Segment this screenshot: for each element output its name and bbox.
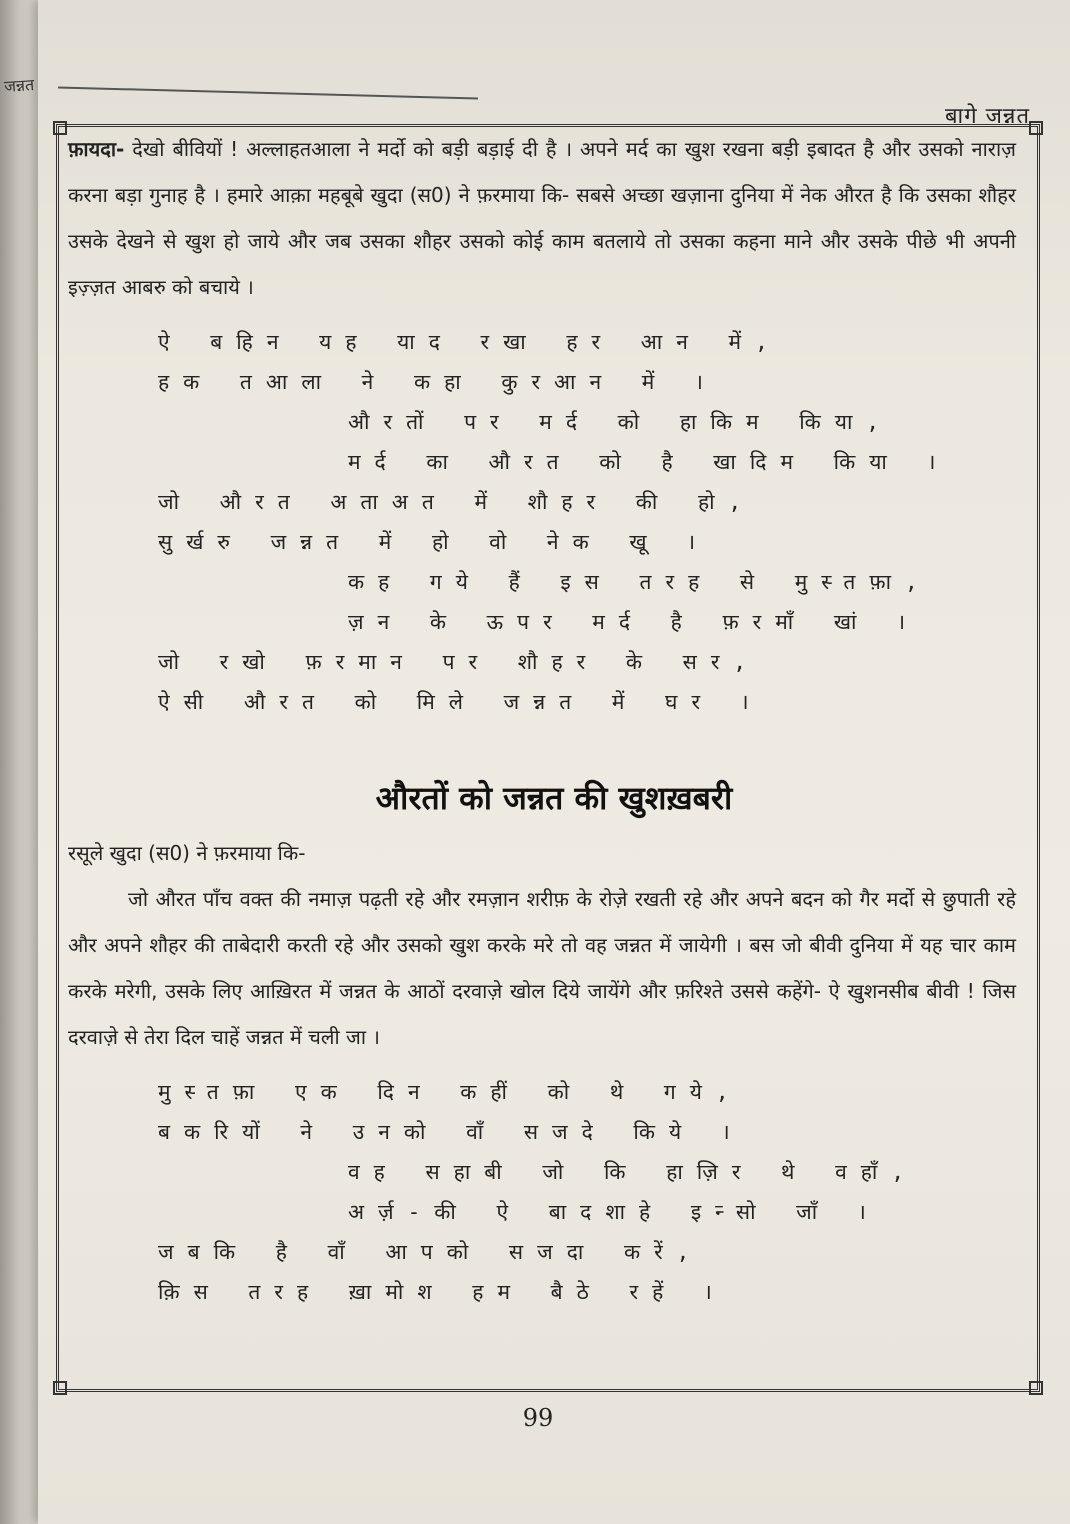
header-rule: [58, 87, 478, 100]
hadith-paragraph: [68, 830, 1016, 1060]
poem-line: वह सहाबी जो कि हाज़िर थे वहाँ,: [348, 1160, 919, 1184]
benefit-label: फ़ायदा-: [68, 137, 125, 161]
frame-corner-ornament: [53, 1381, 67, 1395]
poem-line: कह गये हैं इस तरह से मुस्तफ़ा,: [348, 570, 932, 594]
poem-line: मुस्तफ़ा एक दिन कहीं को थे गये,: [158, 1080, 743, 1104]
book-page: [38, 0, 1070, 1524]
poem-line: जबकि है वाँ आपको सजदा करें,: [158, 1240, 704, 1264]
poem-line: जो रखो फ़रमान पर शौहर के सर,: [158, 650, 761, 674]
hadith-intro: रसूले खुदा (स0) ने फ़रमाया कि-: [68, 841, 306, 865]
frame-corner-ornament: [1029, 121, 1043, 135]
poem-block-1: [158, 322, 950, 722]
poem-line: सुर्खरु जन्नत में हो वो नेक खू ।: [158, 530, 710, 554]
previous-page-running-head: जन्नत: [3, 74, 35, 97]
poem-line: ऐसी औरत को मिले जन्नत में घर ।: [158, 690, 763, 714]
benefit-text: देखो बीवियों ! अल्लाहतआला ने मर्दो को बड़ी बड़ाई दी है । अपने मर्द का खुश रखना बड़ी इबादत है और उसको नाराज़ करना बड़ा गुनाह है । हमारे आक़ा महबूबे खुदा (स0) ने फ़रमाया कि- सबसे अच्छा खज़ाना दुनिया में नेक औरत है कि उसका शौहर उसके देखने से खुश हो जाये और जब उसका शौहर उसको कोई काम बतलाये तो उसका कहना माने और उसके पीछे भी अपनी इज़्ज़त आबरु को बचाये ।: [68, 137, 1016, 299]
poem-line: हक तआला ने कहा कुरआन में ।: [158, 370, 717, 394]
frame-corner-ornament: [1029, 1381, 1043, 1395]
benefit-paragraph: [68, 126, 1016, 310]
poem-line: क़िस तरह ख़ामोश हम बैठे रहें ।: [158, 1280, 726, 1304]
poem-line: मर्द का औरत को है खादिम किया ।: [348, 450, 950, 474]
poem-line: अर्ज़-की ऐ बादशाहे इन्सो जाँ ।: [348, 1200, 880, 1224]
hadith-text: जो औरत पाँच वक्त की नमाज़ पढ़ती रहे और रमज़ान शरीफ़ के रोज़े रखती रहे और अपने बदन को गैर मर्दो से छुपाती रहे और अपने शौहर की ताबेदारी करती रहे और उसको खुश करके मरे तो वह जन्नत में जायेगी । बस जो बीवी दुनिया में यह चार काम करके मरेगी, उसके लिए आख़िरत में जन्नत के आठों दरवाज़े खोल दिये जायेंगे और फ़रिश्ते उससे कहेंगे- ऐ खुशनसीब बीवी ! जिस दरवाज़े से तेरा दिल चाहें जन्नत में चली जा ।: [68, 887, 1016, 1049]
section-heading: औरतों को जन्नत की खुशख़बरी: [375, 779, 733, 817]
frame-corner-ornament: [53, 121, 67, 135]
poem-line: ऐ बहिन यह याद रखा हर आन में,: [158, 330, 782, 354]
poem-line: ज़न के ऊपर मर्द है फ़रमाँ खां ।: [348, 610, 920, 634]
page-number: 99: [522, 1404, 554, 1432]
poem-block-2: [158, 1072, 938, 1312]
poem-line: जो औरत अताअत में शौहर की हो,: [158, 490, 756, 514]
running-head: बागे जन्नत: [944, 104, 1030, 129]
poem-line: बकरियों ने उनको वाँ सजदे किये ।: [158, 1120, 744, 1144]
poem-line: औरतों पर मर्द को हाकिम किया,: [348, 410, 894, 434]
